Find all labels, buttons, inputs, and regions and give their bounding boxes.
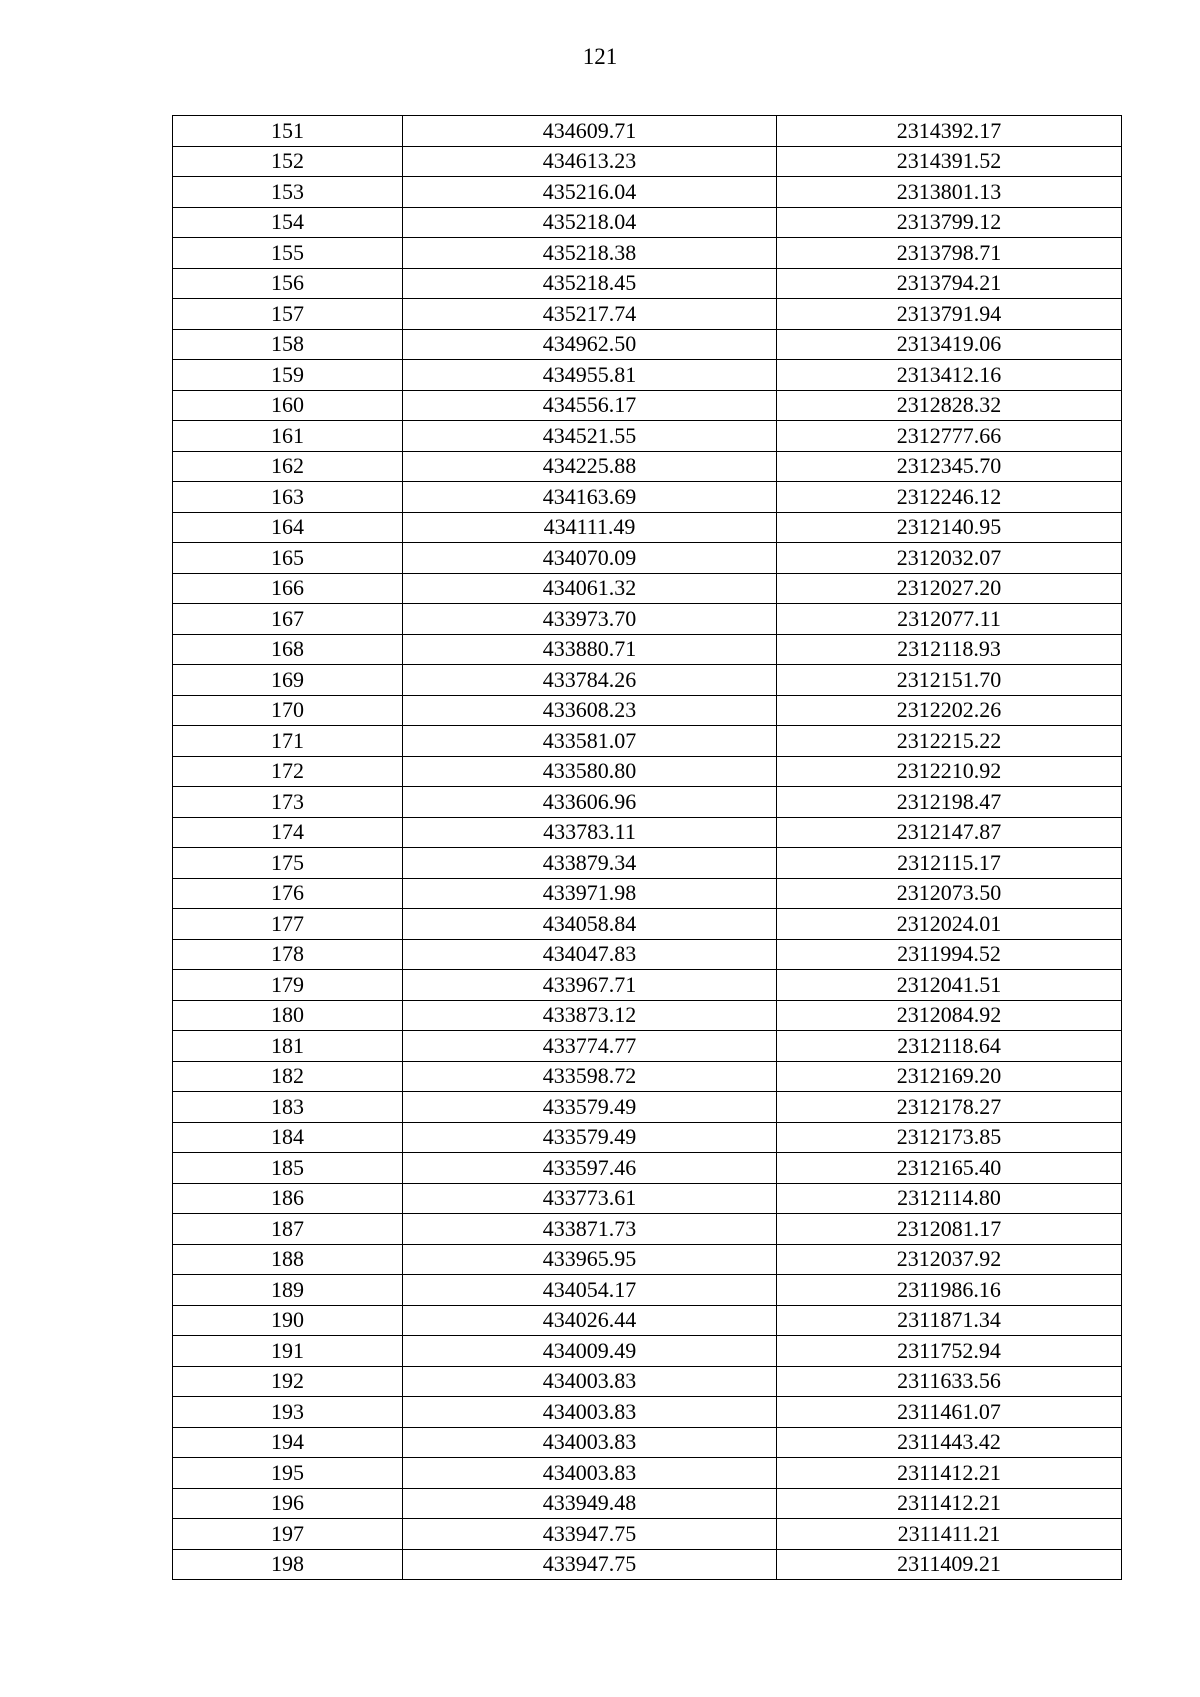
y-coordinate-cell: 2313419.06 xyxy=(777,329,1122,360)
y-coordinate-cell: 2312041.51 xyxy=(777,970,1122,1001)
x-coordinate-cell: 434003.83 xyxy=(403,1366,777,1397)
point-number-cell: 179 xyxy=(173,970,403,1001)
x-coordinate-cell: 434609.71 xyxy=(403,116,777,147)
y-coordinate-cell: 2313791.94 xyxy=(777,299,1122,330)
x-coordinate-cell: 434047.83 xyxy=(403,939,777,970)
x-coordinate-cell: 433597.46 xyxy=(403,1153,777,1184)
x-coordinate-cell: 433965.95 xyxy=(403,1244,777,1275)
x-coordinate-cell: 433967.71 xyxy=(403,970,777,1001)
point-number-cell: 181 xyxy=(173,1031,403,1062)
y-coordinate-cell: 2312178.27 xyxy=(777,1092,1122,1123)
y-coordinate-cell: 2312169.20 xyxy=(777,1061,1122,1092)
table-row xyxy=(173,939,1122,970)
x-coordinate-cell: 434054.17 xyxy=(403,1275,777,1306)
page-number: 121 xyxy=(582,44,618,69)
table-row xyxy=(173,116,1122,147)
x-coordinate-cell: 434003.83 xyxy=(403,1458,777,1489)
point-number-cell: 163 xyxy=(173,482,403,513)
x-coordinate-cell: 434009.49 xyxy=(403,1336,777,1367)
x-coordinate-cell: 433579.49 xyxy=(403,1092,777,1123)
table-row xyxy=(173,1458,1122,1489)
point-number-cell: 186 xyxy=(173,1183,403,1214)
y-coordinate-cell: 2312073.50 xyxy=(777,878,1122,909)
point-number-cell: 165 xyxy=(173,543,403,574)
point-number-cell: 194 xyxy=(173,1427,403,1458)
table-row xyxy=(173,909,1122,940)
y-coordinate-cell: 2312777.66 xyxy=(777,421,1122,452)
table-row xyxy=(173,1549,1122,1580)
y-coordinate-cell: 2311412.21 xyxy=(777,1488,1122,1519)
point-number-cell: 159 xyxy=(173,360,403,391)
table-row xyxy=(173,268,1122,299)
point-number-cell: 189 xyxy=(173,1275,403,1306)
x-coordinate-cell: 434163.69 xyxy=(403,482,777,513)
x-coordinate-cell: 433773.61 xyxy=(403,1183,777,1214)
y-coordinate-cell: 2312210.92 xyxy=(777,756,1122,787)
y-coordinate-cell: 2312081.17 xyxy=(777,1214,1122,1245)
table-row xyxy=(173,360,1122,391)
point-number-cell: 184 xyxy=(173,1122,403,1153)
point-number-cell: 177 xyxy=(173,909,403,940)
x-coordinate-cell: 433879.34 xyxy=(403,848,777,879)
table-row xyxy=(173,1366,1122,1397)
x-coordinate-cell: 434003.83 xyxy=(403,1397,777,1428)
table-row xyxy=(173,1092,1122,1123)
x-coordinate-cell: 435218.38 xyxy=(403,238,777,269)
table-row xyxy=(173,451,1122,482)
table-row xyxy=(173,665,1122,696)
y-coordinate-cell: 2312345.70 xyxy=(777,451,1122,482)
x-coordinate-cell: 434070.09 xyxy=(403,543,777,574)
x-coordinate-cell: 434962.50 xyxy=(403,329,777,360)
x-coordinate-cell: 433606.96 xyxy=(403,787,777,818)
y-coordinate-cell: 2312246.12 xyxy=(777,482,1122,513)
point-number-cell: 151 xyxy=(173,116,403,147)
x-coordinate-cell: 433581.07 xyxy=(403,726,777,757)
y-coordinate-cell: 2312037.92 xyxy=(777,1244,1122,1275)
x-coordinate-cell: 434613.23 xyxy=(403,146,777,177)
table-row xyxy=(173,1214,1122,1245)
x-coordinate-cell: 433580.80 xyxy=(403,756,777,787)
y-coordinate-cell: 2313412.16 xyxy=(777,360,1122,391)
y-coordinate-cell: 2313799.12 xyxy=(777,207,1122,238)
y-coordinate-cell: 2313801.13 xyxy=(777,177,1122,208)
x-coordinate-cell: 433579.49 xyxy=(403,1122,777,1153)
point-number-cell: 157 xyxy=(173,299,403,330)
table-row xyxy=(173,573,1122,604)
table-row xyxy=(173,512,1122,543)
x-coordinate-cell: 435217.74 xyxy=(403,299,777,330)
x-coordinate-cell: 433784.26 xyxy=(403,665,777,696)
y-coordinate-cell: 2311871.34 xyxy=(777,1305,1122,1336)
point-number-cell: 175 xyxy=(173,848,403,879)
y-coordinate-cell: 2312140.95 xyxy=(777,512,1122,543)
table-row xyxy=(173,1519,1122,1550)
table-row xyxy=(173,146,1122,177)
y-coordinate-cell: 2311411.21 xyxy=(777,1519,1122,1550)
x-coordinate-cell: 434058.84 xyxy=(403,909,777,940)
point-number-cell: 185 xyxy=(173,1153,403,1184)
y-coordinate-cell: 2312151.70 xyxy=(777,665,1122,696)
table-row xyxy=(173,817,1122,848)
table-row xyxy=(173,726,1122,757)
y-coordinate-cell: 2312198.47 xyxy=(777,787,1122,818)
y-coordinate-cell: 2311986.16 xyxy=(777,1275,1122,1306)
y-coordinate-cell: 2312084.92 xyxy=(777,1000,1122,1031)
point-number-cell: 169 xyxy=(173,665,403,696)
y-coordinate-cell: 2311994.52 xyxy=(777,939,1122,970)
y-coordinate-cell: 2312024.01 xyxy=(777,909,1122,940)
y-coordinate-cell: 2311443.42 xyxy=(777,1427,1122,1458)
table-row xyxy=(173,1153,1122,1184)
table-row xyxy=(173,177,1122,208)
x-coordinate-cell: 435218.45 xyxy=(403,268,777,299)
table-row xyxy=(173,756,1122,787)
table-row xyxy=(173,604,1122,635)
table-row xyxy=(173,1122,1122,1153)
point-number-cell: 197 xyxy=(173,1519,403,1550)
table-row xyxy=(173,1427,1122,1458)
x-coordinate-cell: 433973.70 xyxy=(403,604,777,635)
point-number-cell: 158 xyxy=(173,329,403,360)
point-number-cell: 152 xyxy=(173,146,403,177)
point-number-cell: 178 xyxy=(173,939,403,970)
point-number-cell: 195 xyxy=(173,1458,403,1489)
table-row xyxy=(173,329,1122,360)
point-number-cell: 187 xyxy=(173,1214,403,1245)
x-coordinate-cell: 434061.32 xyxy=(403,573,777,604)
table-row xyxy=(173,878,1122,909)
table-row xyxy=(173,207,1122,238)
x-coordinate-cell: 433783.11 xyxy=(403,817,777,848)
point-number-cell: 172 xyxy=(173,756,403,787)
table-row xyxy=(173,1061,1122,1092)
table-row xyxy=(173,543,1122,574)
y-coordinate-cell: 2312173.85 xyxy=(777,1122,1122,1153)
y-coordinate-cell: 2312118.93 xyxy=(777,634,1122,665)
y-coordinate-cell: 2311633.56 xyxy=(777,1366,1122,1397)
x-coordinate-cell: 433971.98 xyxy=(403,878,777,909)
y-coordinate-cell: 2312165.40 xyxy=(777,1153,1122,1184)
point-number-cell: 162 xyxy=(173,451,403,482)
y-coordinate-cell: 2311409.21 xyxy=(777,1549,1122,1580)
point-number-cell: 191 xyxy=(173,1336,403,1367)
table-row xyxy=(173,421,1122,452)
y-coordinate-cell: 2313794.21 xyxy=(777,268,1122,299)
y-coordinate-cell: 2312202.26 xyxy=(777,695,1122,726)
point-number-cell: 166 xyxy=(173,573,403,604)
table-row xyxy=(173,1488,1122,1519)
y-coordinate-cell: 2312118.64 xyxy=(777,1031,1122,1062)
y-coordinate-cell: 2313798.71 xyxy=(777,238,1122,269)
y-coordinate-cell: 2314391.52 xyxy=(777,146,1122,177)
point-number-cell: 153 xyxy=(173,177,403,208)
point-number-cell: 155 xyxy=(173,238,403,269)
point-number-cell: 161 xyxy=(173,421,403,452)
point-number-cell: 168 xyxy=(173,634,403,665)
table-row xyxy=(173,1305,1122,1336)
point-number-cell: 174 xyxy=(173,817,403,848)
table-row xyxy=(173,1183,1122,1214)
table-row xyxy=(173,299,1122,330)
x-coordinate-cell: 434026.44 xyxy=(403,1305,777,1336)
x-coordinate-cell: 433598.72 xyxy=(403,1061,777,1092)
point-number-cell: 198 xyxy=(173,1549,403,1580)
table-row xyxy=(173,1244,1122,1275)
point-number-cell: 160 xyxy=(173,390,403,421)
x-coordinate-cell: 434111.49 xyxy=(403,512,777,543)
point-number-cell: 171 xyxy=(173,726,403,757)
coordinates-table xyxy=(172,115,1122,1580)
point-number-cell: 167 xyxy=(173,604,403,635)
x-coordinate-cell: 433608.23 xyxy=(403,695,777,726)
table-row xyxy=(173,482,1122,513)
x-coordinate-cell: 433947.75 xyxy=(403,1519,777,1550)
y-coordinate-cell: 2311412.21 xyxy=(777,1458,1122,1489)
point-number-cell: 180 xyxy=(173,1000,403,1031)
point-number-cell: 170 xyxy=(173,695,403,726)
coordinates-table-body xyxy=(173,116,1122,1580)
table-row xyxy=(173,695,1122,726)
table-row xyxy=(173,1000,1122,1031)
x-coordinate-cell: 433774.77 xyxy=(403,1031,777,1062)
y-coordinate-cell: 2311752.94 xyxy=(777,1336,1122,1367)
x-coordinate-cell: 434556.17 xyxy=(403,390,777,421)
x-coordinate-cell: 434003.83 xyxy=(403,1427,777,1458)
y-coordinate-cell: 2312077.11 xyxy=(777,604,1122,635)
point-number-cell: 188 xyxy=(173,1244,403,1275)
point-number-cell: 173 xyxy=(173,787,403,818)
x-coordinate-cell: 433880.71 xyxy=(403,634,777,665)
y-coordinate-cell: 2314392.17 xyxy=(777,116,1122,147)
point-number-cell: 176 xyxy=(173,878,403,909)
point-number-cell: 196 xyxy=(173,1488,403,1519)
point-number-cell: 164 xyxy=(173,512,403,543)
table-row xyxy=(173,634,1122,665)
x-coordinate-cell: 434955.81 xyxy=(403,360,777,391)
y-coordinate-cell: 2312115.17 xyxy=(777,848,1122,879)
table-row xyxy=(173,1397,1122,1428)
table-row xyxy=(173,787,1122,818)
x-coordinate-cell: 433871.73 xyxy=(403,1214,777,1245)
table-row xyxy=(173,1275,1122,1306)
table-row xyxy=(173,238,1122,269)
table-row xyxy=(173,848,1122,879)
y-coordinate-cell: 2312032.07 xyxy=(777,543,1122,574)
x-coordinate-cell: 433873.12 xyxy=(403,1000,777,1031)
x-coordinate-cell: 433949.48 xyxy=(403,1488,777,1519)
y-coordinate-cell: 2312027.20 xyxy=(777,573,1122,604)
table-row xyxy=(173,1031,1122,1062)
point-number-cell: 190 xyxy=(173,1305,403,1336)
point-number-cell: 193 xyxy=(173,1397,403,1428)
point-number-cell: 192 xyxy=(173,1366,403,1397)
point-number-cell: 154 xyxy=(173,207,403,238)
point-number-cell: 182 xyxy=(173,1061,403,1092)
x-coordinate-cell: 433947.75 xyxy=(403,1549,777,1580)
x-coordinate-cell: 435218.04 xyxy=(403,207,777,238)
table-row xyxy=(173,1336,1122,1367)
y-coordinate-cell: 2311461.07 xyxy=(777,1397,1122,1428)
y-coordinate-cell: 2312147.87 xyxy=(777,817,1122,848)
point-number-cell: 183 xyxy=(173,1092,403,1123)
x-coordinate-cell: 434225.88 xyxy=(403,451,777,482)
y-coordinate-cell: 2312828.32 xyxy=(777,390,1122,421)
y-coordinate-cell: 2312114.80 xyxy=(777,1183,1122,1214)
table-row xyxy=(173,970,1122,1001)
table-row xyxy=(173,390,1122,421)
x-coordinate-cell: 434521.55 xyxy=(403,421,777,452)
y-coordinate-cell: 2312215.22 xyxy=(777,726,1122,757)
x-coordinate-cell: 435216.04 xyxy=(403,177,777,208)
point-number-cell: 156 xyxy=(173,268,403,299)
